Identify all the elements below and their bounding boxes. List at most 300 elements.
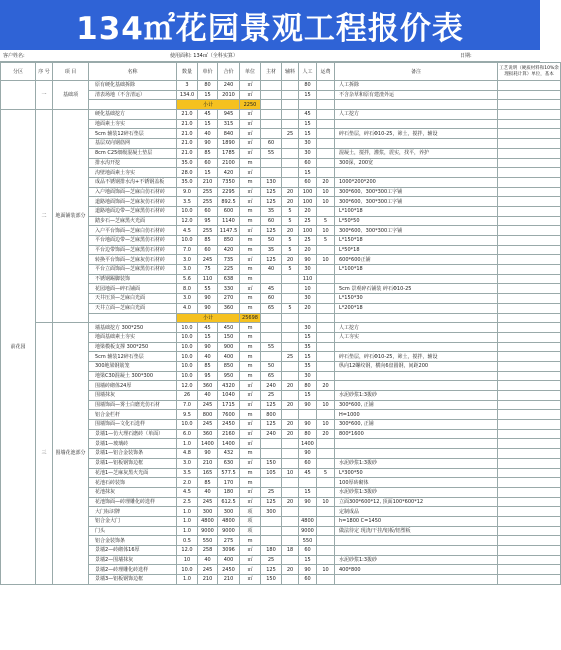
cell-aux [282, 439, 299, 449]
cell-process [498, 323, 561, 333]
cell-price: 80 [198, 81, 218, 91]
cell-labor: 15 [299, 487, 317, 497]
cell-transport [317, 303, 335, 313]
cell-labor: 30 [299, 148, 317, 158]
cell-labor: 15 [299, 129, 317, 139]
cell-transport [317, 361, 335, 371]
cell-unit: ㎡ [240, 555, 261, 565]
cell-total: 400 [218, 352, 240, 362]
cell-price: 15 [198, 168, 218, 178]
cell-unit: m [240, 206, 261, 216]
cell-name: 平台边带饰面—芝麻黑仿石材砖 [89, 245, 177, 255]
cell-aux [282, 555, 299, 565]
header-main: 主材 [261, 63, 282, 81]
cell-unit: ㎡ [240, 546, 261, 556]
cell-labor: 60 [299, 546, 317, 556]
cell-price: 4800 [198, 516, 218, 526]
cell-total: 1140 [218, 216, 240, 226]
cell-transport [317, 81, 335, 91]
cell-process [498, 391, 561, 401]
cell-process [498, 555, 561, 565]
cell-price: 245 [198, 565, 218, 575]
cell-name: 5cm 辅装12碎石垫层 [89, 352, 177, 362]
cell-unit: m [240, 265, 261, 275]
cell-unit: m [240, 536, 261, 546]
cell-remark [335, 381, 498, 391]
cell-price: 90 [198, 139, 218, 149]
subtotal-empty [335, 313, 498, 323]
cell-price: 258 [198, 546, 218, 556]
cell-qty: 1.0 [177, 507, 198, 517]
cell-total: 892.5 [218, 197, 240, 207]
cell-transport: 20 [317, 429, 335, 439]
cell-name: 地梁模板支撑 300*250 [89, 342, 177, 352]
cell-transport [317, 371, 335, 381]
cell-labor: 90 [299, 497, 317, 507]
cell-main: 105 [261, 468, 282, 478]
cell-transport: 5 [317, 468, 335, 478]
cell-qty: 10.0 [177, 342, 198, 352]
cell-name: 原有硬化基础拆除 [89, 81, 177, 91]
cell-transport [317, 342, 335, 352]
cell-unit: ㎡ [240, 139, 261, 149]
cell-transport [317, 507, 335, 517]
cell-transport [317, 206, 335, 216]
cell-main: 60 [261, 216, 282, 226]
cell-unit: m [240, 478, 261, 488]
cell-unit: ㎡ [240, 565, 261, 575]
cell-process [498, 361, 561, 371]
cell-qty: 35.0 [177, 158, 198, 168]
cell-main [261, 81, 282, 91]
cell-qty: 10.0 [177, 206, 198, 216]
cell-process [498, 236, 561, 246]
cell-process [498, 342, 561, 352]
cell-labor: 30 [299, 323, 317, 333]
cell-aux [282, 536, 299, 546]
cell-aux [282, 342, 299, 352]
cell-labor: 80 [299, 381, 317, 391]
cell-unit: ㎡ [240, 90, 261, 100]
cell-remark: 碎石垫层，碎石Φ10-25，筛土，搅拌，辅设 [335, 129, 498, 139]
page-title: 134㎡花园景观工程报价表 [76, 10, 464, 47]
cell-price: 85 [198, 361, 218, 371]
cell-remark: 混凝土，搅拌，灌浆，震实，找平，养护 [335, 148, 498, 158]
cell-aux [282, 294, 299, 304]
cell-remark: L*50*50 [335, 216, 498, 226]
cell-aux [282, 391, 299, 401]
cell-labor: 1400 [299, 439, 317, 449]
cell-labor: 60 [299, 575, 317, 585]
cell-name: 大门标识牌 [89, 507, 177, 517]
cell-transport [317, 129, 335, 139]
cell-name: 天井压顶—芝麻白光面 [89, 294, 177, 304]
cell-main: 40 [261, 265, 282, 275]
header-unit: 单位 [240, 63, 261, 81]
cell-main: 125 [261, 497, 282, 507]
cell-name: 平台地面边带—芝麻黑仿石材砖 [89, 236, 177, 246]
cell-qty: 26 [177, 391, 198, 401]
cell-process [498, 575, 561, 585]
cell-labor: 15 [299, 352, 317, 362]
section-label: 地面铺装部分 [53, 110, 89, 323]
cell-transport: 10 [317, 187, 335, 197]
cell-qty: 10.0 [177, 420, 198, 430]
cell-qty: 10.0 [177, 236, 198, 246]
cell-remark: 立面300*600*12, 顶面100*600*12 [335, 497, 498, 507]
cell-transport [317, 487, 335, 497]
cell-remark: 纵向12螺纹钢，横向6盘圆钢，间距200 [335, 361, 498, 371]
cell-remark: 定制成品 [335, 507, 498, 517]
cell-aux [282, 323, 299, 333]
cell-main: 125 [261, 400, 282, 410]
cell-transport: 5 [317, 216, 335, 226]
cell-remark [335, 439, 498, 449]
cell-main [261, 158, 282, 168]
cell-unit: m [240, 274, 261, 284]
cell-name: 景墙3—铝板钢饰边框 [89, 575, 177, 585]
cell-remark [335, 371, 498, 381]
cell-total: 300 [218, 507, 240, 517]
cell-unit: ㎡ [240, 400, 261, 410]
cell-price: 95 [198, 371, 218, 381]
header-process: 工艺说明（硬质材料和10%余理损耗计算）单位，基本 [498, 63, 561, 81]
cell-qty: 3.0 [177, 294, 198, 304]
cell-unit: 项 [240, 516, 261, 526]
cell-name: 铝合金装饰条 [89, 536, 177, 546]
cell-total: 1400 [218, 439, 240, 449]
cell-labor: 100 [299, 226, 317, 236]
cell-qty: 2.5 [177, 497, 198, 507]
cell-aux [282, 516, 299, 526]
cell-transport [317, 119, 335, 129]
cell-name: 转换平台饰面—芝麻灰仿石材砖 [89, 255, 177, 265]
cell-aux: 20 [282, 381, 299, 391]
cell-aux [282, 526, 299, 536]
cell-unit: ㎡ [240, 119, 261, 129]
cell-name: 排水沟开挖 [89, 158, 177, 168]
cell-unit: m [240, 449, 261, 459]
cell-remark: 水泥砂浆1:3拨砂 [335, 487, 498, 497]
cell-labor: 15 [299, 332, 317, 342]
cell-transport [317, 516, 335, 526]
cell-remark: H=1000 [335, 410, 498, 420]
cell-remark: 人工夯实 [335, 332, 498, 342]
cell-labor: 45 [299, 110, 317, 120]
cell-aux [282, 90, 299, 100]
cell-labor: 60 [299, 177, 317, 187]
header-price: 单价 [198, 63, 218, 81]
cell-process [498, 565, 561, 575]
cell-price: 255 [198, 226, 218, 236]
cell-process [498, 129, 561, 139]
cell-name: 地梁C30混凝土 300*300 [89, 371, 177, 381]
cell-aux: 10 [282, 468, 299, 478]
cell-aux [282, 274, 299, 284]
cell-name: 基层双向钢筋网 [89, 139, 177, 149]
cell-process [498, 110, 561, 120]
cell-process [498, 168, 561, 178]
cell-qty: 12.0 [177, 216, 198, 226]
cell-process [498, 487, 561, 497]
cell-total: 2450 [218, 420, 240, 430]
cell-unit: ㎡ [240, 458, 261, 468]
cell-name: 成品不锈钢排水沟+不锈钢盖板 [89, 177, 177, 187]
cell-transport: 20 [317, 177, 335, 187]
cell-total: 180 [218, 487, 240, 497]
cell-main: 240 [261, 429, 282, 439]
cell-labor: 80 [299, 429, 317, 439]
cell-process [498, 284, 561, 294]
header-row [1, 63, 561, 81]
cell-name: 花池抹灰 [89, 487, 177, 497]
cell-name: 景墙2—围墙抹灰 [89, 555, 177, 565]
cell-total: 850 [218, 361, 240, 371]
cell-aux [282, 449, 299, 459]
cell-qty: 7.0 [177, 245, 198, 255]
cell-remark: L*200*18 [335, 303, 498, 313]
cell-total: 945 [218, 110, 240, 120]
cell-process [498, 245, 561, 255]
cell-price: 90 [198, 303, 218, 313]
cell-labor: 20 [299, 303, 317, 313]
table-body [1, 81, 561, 585]
cell-total: 1785 [218, 148, 240, 158]
cell-remark: 300*600, 正铺 [335, 420, 498, 430]
cell-price: 60 [198, 158, 218, 168]
cell-aux [282, 458, 299, 468]
cell-price: 15 [198, 90, 218, 100]
cell-qty: 3.5 [177, 468, 198, 478]
cell-main: 125 [261, 187, 282, 197]
cell-qty: 28.0 [177, 168, 198, 178]
cell-labor: 4800 [299, 516, 317, 526]
cell-price: 55 [198, 284, 218, 294]
subtotal-empty [317, 313, 335, 323]
cell-remark [335, 449, 498, 459]
cell-process [498, 216, 561, 226]
header-no: 序 号 [36, 63, 53, 81]
cell-transport [317, 158, 335, 168]
cell-unit: m [240, 236, 261, 246]
cell-price: 85 [198, 236, 218, 246]
cell-process [498, 468, 561, 478]
cell-process [498, 148, 561, 158]
cell-main [261, 119, 282, 129]
table-row [1, 323, 561, 333]
cell-process [498, 303, 561, 313]
cell-labor: 60 [299, 458, 317, 468]
cell-price: 75 [198, 265, 218, 275]
cell-transport [317, 391, 335, 401]
cell-process [498, 177, 561, 187]
cell-price: 40 [198, 352, 218, 362]
cell-total: 360 [218, 303, 240, 313]
cell-main: 150 [261, 458, 282, 468]
section-no: 二 [36, 110, 53, 323]
cell-name: 花池石砖装饰 [89, 478, 177, 488]
cell-name: 天井立面—芝麻白光面 [89, 303, 177, 313]
cell-name: 入户平台饰面—芝麻白仿石材砖 [89, 226, 177, 236]
cell-process [498, 439, 561, 449]
cell-qty: 3.5 [177, 197, 198, 207]
cell-transport [317, 458, 335, 468]
cell-price: 360 [198, 429, 218, 439]
cell-unit: m [240, 158, 261, 168]
cell-name: 入户地面饰面—芝麻白仿石材砖 [89, 187, 177, 197]
cell-transport [317, 148, 335, 158]
header-total: 合价 [218, 63, 240, 81]
cell-process [498, 158, 561, 168]
cell-qty: 5.6 [177, 274, 198, 284]
cell-labor: 45 [299, 468, 317, 478]
subtotal-empty [261, 313, 282, 323]
cell-aux [282, 119, 299, 129]
cell-unit: ㎡ [240, 575, 261, 585]
cell-unit: ㎡ [240, 129, 261, 139]
cell-name: 景墙1—铝板钢饰边框 [89, 458, 177, 468]
cell-unit: ㎡ [240, 110, 261, 120]
cell-labor: 10 [299, 284, 317, 294]
cell-labor [299, 410, 317, 420]
cell-transport [317, 410, 335, 420]
cell-transport [317, 294, 335, 304]
cell-main: 240 [261, 381, 282, 391]
cell-name: 花池1—芝麻灰黑火光面 [89, 468, 177, 478]
cell-labor: 15 [299, 119, 317, 129]
cell-main: 60 [261, 294, 282, 304]
cell-aux [282, 168, 299, 178]
cell-main: 125 [261, 420, 282, 430]
cell-qty: 10.0 [177, 332, 198, 342]
cell-remark: 水泥砂浆1:3拨砂 [335, 555, 498, 565]
cell-process [498, 119, 561, 129]
cell-main [261, 129, 282, 139]
zone-cell: 前花园 [1, 110, 36, 585]
cell-price: 40 [198, 487, 218, 497]
cell-aux: 5 [282, 303, 299, 313]
cell-process [498, 332, 561, 342]
cell-transport [317, 526, 335, 536]
meta-bar [0, 50, 540, 62]
cell-remark: 300*600、300*300工字铺 [335, 197, 498, 207]
cell-qty: 10.0 [177, 361, 198, 371]
cell-unit: ㎡ [240, 487, 261, 497]
cell-remark: 300*600、300*300工字铺 [335, 226, 498, 236]
cell-process [498, 274, 561, 284]
cell-name: 道路地面边带—芝麻黑仿石材砖 [89, 206, 177, 216]
cell-labor: 35 [299, 342, 317, 352]
cell-main: 55 [261, 342, 282, 352]
cell-total: 210 [218, 575, 240, 585]
cell-process [498, 536, 561, 546]
cell-qty: 4.5 [177, 487, 198, 497]
cell-qty: 1.0 [177, 439, 198, 449]
cell-qty: 4.0 [177, 303, 198, 313]
cell-aux: 20 [282, 420, 299, 430]
cell-total: 240 [218, 81, 240, 91]
cell-labor: 100 [299, 197, 317, 207]
cell-unit: ㎡ [240, 187, 261, 197]
cell-process [498, 507, 561, 517]
cell-aux: 20 [282, 565, 299, 575]
cell-total: 1715 [218, 400, 240, 410]
cell-process [498, 526, 561, 536]
cell-labor: 90 [299, 449, 317, 459]
cell-remark: L*150*30 [335, 294, 498, 304]
cell-labor: 100 [299, 187, 317, 197]
cell-remark: 人工挖方 [335, 323, 498, 333]
cell-remark: 人工挖方 [335, 110, 498, 120]
zone-cell [1, 81, 36, 110]
cell-labor: 90 [299, 255, 317, 265]
cell-remark: h=1800 C=1450 [335, 516, 498, 526]
cell-name: 景墙1—玻璃砖 [89, 439, 177, 449]
cell-process [498, 429, 561, 439]
subtotal-label: 小计 [177, 100, 240, 110]
cell-remark: 水泥砂浆1:3拨砂 [335, 458, 498, 468]
cell-unit: m [240, 323, 261, 333]
cell-remark [335, 168, 498, 178]
cell-total: 315 [218, 119, 240, 129]
cell-qty: 10 [177, 555, 198, 565]
cell-process [498, 197, 561, 207]
cell-qty: 0.5 [177, 536, 198, 546]
cell-process [498, 497, 561, 507]
cell-total: 270 [218, 294, 240, 304]
cell-aux: 5 [282, 206, 299, 216]
cell-main: 55 [261, 148, 282, 158]
cell-unit: m [240, 352, 261, 362]
subtotal-empty [299, 313, 317, 323]
cell-total: 450 [218, 323, 240, 333]
cell-total: 1890 [218, 139, 240, 149]
cell-aux: 18 [282, 546, 299, 556]
cell-process [498, 81, 561, 91]
cell-remark: 不含杂草和原有建渣外运 [335, 90, 498, 100]
cell-main: 25 [261, 555, 282, 565]
cell-price: 45 [198, 323, 218, 333]
cell-main [261, 168, 282, 178]
cell-transport [317, 575, 335, 585]
cell-total: 840 [218, 129, 240, 139]
cell-main [261, 536, 282, 546]
cell-aux [282, 177, 299, 187]
cell-main: 800 [261, 410, 282, 420]
cell-labor: 15 [299, 168, 317, 178]
cell-aux [282, 478, 299, 488]
area-label: 使用面积: 134㎡（全科实算） [170, 53, 238, 59]
cell-qty: 10.0 [177, 352, 198, 362]
cell-transport [317, 284, 335, 294]
cell-qty: 9.0 [177, 187, 198, 197]
cell-aux [282, 158, 299, 168]
cell-name: 花园地面—碎石铺面 [89, 284, 177, 294]
cell-transport: 10 [317, 420, 335, 430]
cell-total: 420 [218, 245, 240, 255]
cell-transport [317, 110, 335, 120]
cell-aux [282, 148, 299, 158]
cell-name: 道路地面饰面—芝麻灰仿石材砖 [89, 197, 177, 207]
subtotal-empty [498, 313, 561, 323]
cell-name: 墙基础挖方 300*250 [89, 323, 177, 333]
cell-total: 7350 [218, 177, 240, 187]
cell-aux: 20 [282, 187, 299, 197]
cell-main: 50 [261, 236, 282, 246]
cell-process [498, 478, 561, 488]
section-label: 基础项 [53, 81, 89, 110]
cell-remark: L*100*18 [335, 265, 498, 275]
